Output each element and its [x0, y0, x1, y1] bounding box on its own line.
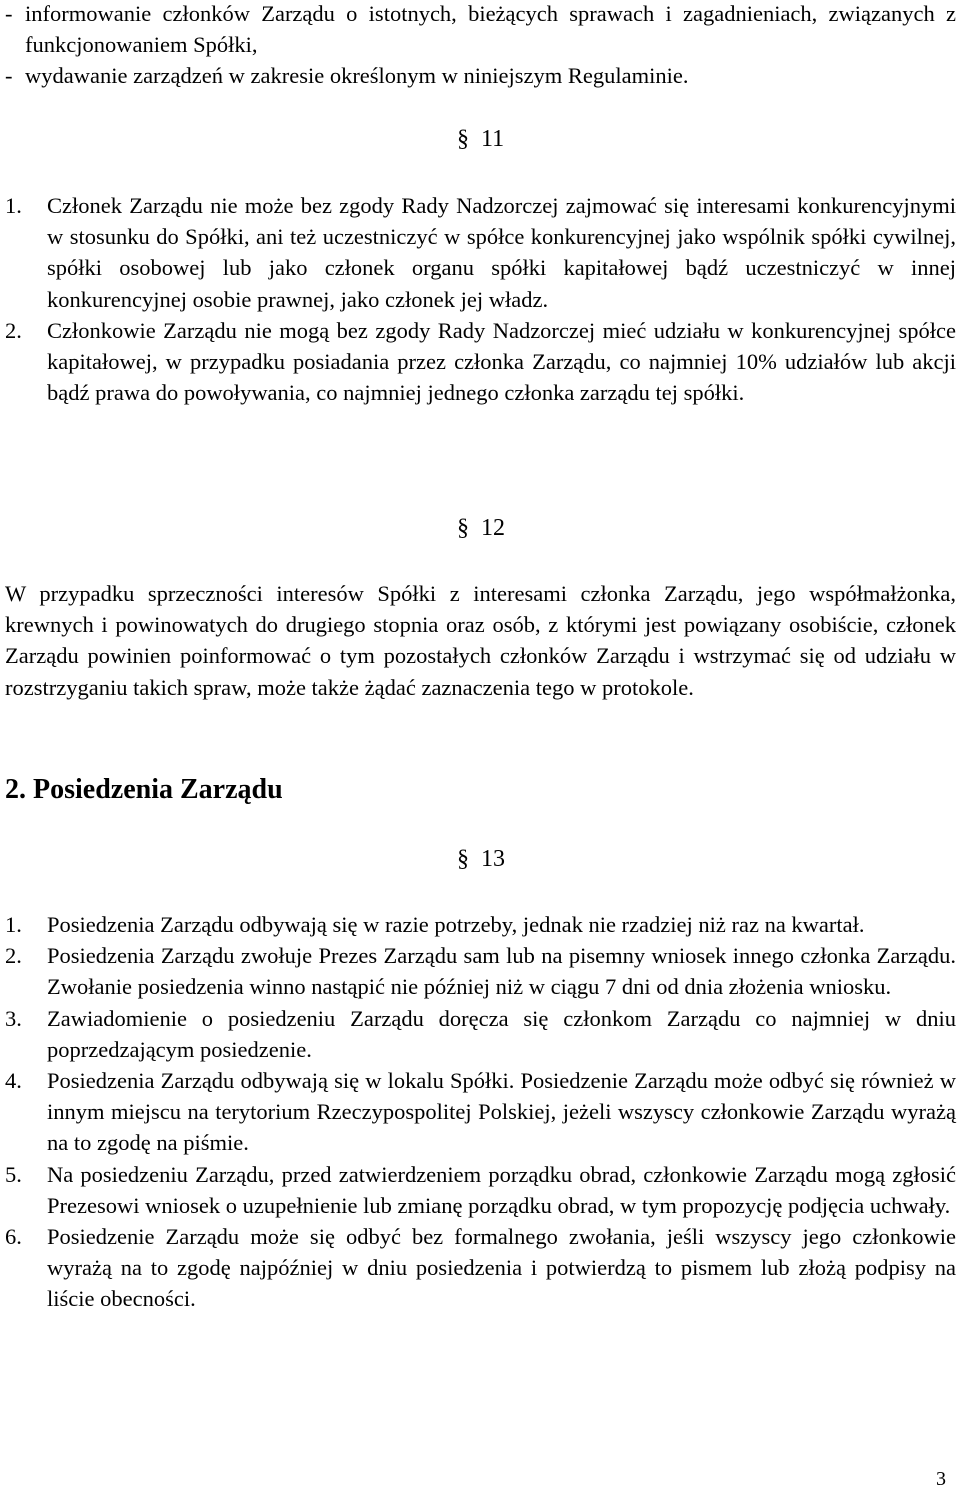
dash-marker: - [5, 63, 13, 89]
list-item [5, 315, 956, 409]
item-number: 4. [5, 1068, 22, 1094]
item-number: 3. [5, 1005, 22, 1031]
section-number: 11 [481, 126, 505, 152]
item-text: Członek Zarządu nie może bez zgody Rady Nadzorczej zajmować się interesami konkurencyjnymi w stosunku do Spółki, ani też uczestniczyć w spółce konkurencyjnej jako wspólnik spółki cywilnej, spółki osobowej lub jako członek organu spółki kapitałowej bądź uczestniczyć w innej konkurencyjnej osobie prawnej, jako członek jej władz. [47, 193, 956, 312]
list-item [5, 1065, 956, 1159]
item-text: Posiedzenia Zarządu odbywają się w razie potrzeby, jednak nie rzadziej niż raz na kwartał. [47, 912, 865, 937]
section-13-list [5, 909, 956, 1315]
list-item [5, 1221, 956, 1315]
section-13-marker [457, 844, 505, 875]
section-symbol: § [457, 846, 469, 872]
section-11-list [5, 190, 956, 408]
list-item [5, 909, 956, 940]
list-item-text: wydawanie zarządzeń w zakresie określonym w niniejszym Regulaminie. [25, 63, 689, 89]
item-number: 1. [5, 912, 22, 937]
list-item [5, 1003, 956, 1065]
item-number: 2. [5, 317, 22, 343]
item-number: 5. [5, 1161, 22, 1187]
item-number: 6. [5, 1224, 22, 1250]
section-symbol: § [457, 126, 469, 152]
list-item-text: informowanie członków Zarządu o istotnych, bieżących sprawach i zagadnieniach, związanych z funkcjonowaniem Spółki, [25, 1, 956, 58]
item-text: Na posiedzeniu Zarządu, przed zatwierdzeniem porządku obrad, członkowie Zarządu mogą zgłosić Prezesowi wniosek o uzupełnienie lub zmianę porządku obrad, w tym propozycję podjęcia uchwały. [47, 1161, 956, 1218]
list-item [5, 1159, 956, 1221]
item-text: Posiedzenie Zarządu może się odbyć bez formalnego zwołania, jeśli wszyscy jego członkowie wyrażą na to zgodę najpóźniej w dniu posiedzenia i potwierdzą to pismem lub złożą podpisy na liście obecności. [47, 1224, 956, 1312]
dash-marker: - [5, 1, 13, 26]
item-text: Zawiadomienie o posiedzeniu Zarządu doręcza się członkom Zarządu co najmniej w dniu poprzedzającym posiedzenie. [47, 1005, 956, 1062]
list-item [5, 190, 956, 315]
list-item [5, 940, 956, 1002]
section-11-marker [457, 124, 504, 155]
chapter-heading: 2. Posiedzenia Zarządu [5, 774, 283, 805]
item-text: Posiedzenia Zarządu zwołuje Prezes Zarządu sam lub na pisemny wniosek innego członka Zarządu. Zwołanie posiedzenia winno nastąpić nie później niż w ciągu 7 dni od dnia złożenia wniosku. [47, 943, 956, 1000]
page-number: 3 [936, 1468, 946, 1490]
section-12-paragraph: W przypadku sprzeczności interesów Spółki z interesami członka Zarządu, jego współmałżonka, krewnych i powinowatych do drugiego stopnia oraz osób, z którymi jest powiązany osobiście, członek Zarządu powinien poinformować o tym pozostałych członków Zarządu i wstrzymać się od udziału w rozstrzyganiu takich spraw, może także żądać zaznaczenia tego w protokole. [5, 581, 956, 700]
section-symbol: § [457, 515, 469, 541]
item-text: Posiedzenia Zarządu odbywają się w lokalu Spółki. Posiedzenie Zarządu może odbyć się również w innym miejscu na terytorium Rzeczypospolitej Polskiej, jeżeli wszyscy członkowie Zarządu wyrażą na to zgodę na piśmie. [47, 1068, 956, 1156]
item-text: Członkowie Zarządu nie mogą bez zgody Rady Nadzorczej mieć udziału w konkurencyjnej spółce kapitałowej, w przypadku posiadania przez członka Zarządu, co najmniej 10% udziałów lub akcji bądź prawa do powoływania, co najmniej jednego członka zarządu tej spółki. [47, 317, 956, 406]
intro-list [5, 0, 956, 92]
item-number: 1. [5, 193, 22, 218]
section-12-marker [457, 513, 505, 544]
section-number: 12 [481, 515, 505, 541]
list-item [5, 60, 956, 91]
item-number: 2. [5, 943, 22, 969]
list-item [5, 0, 956, 60]
section-number: 13 [481, 846, 505, 872]
